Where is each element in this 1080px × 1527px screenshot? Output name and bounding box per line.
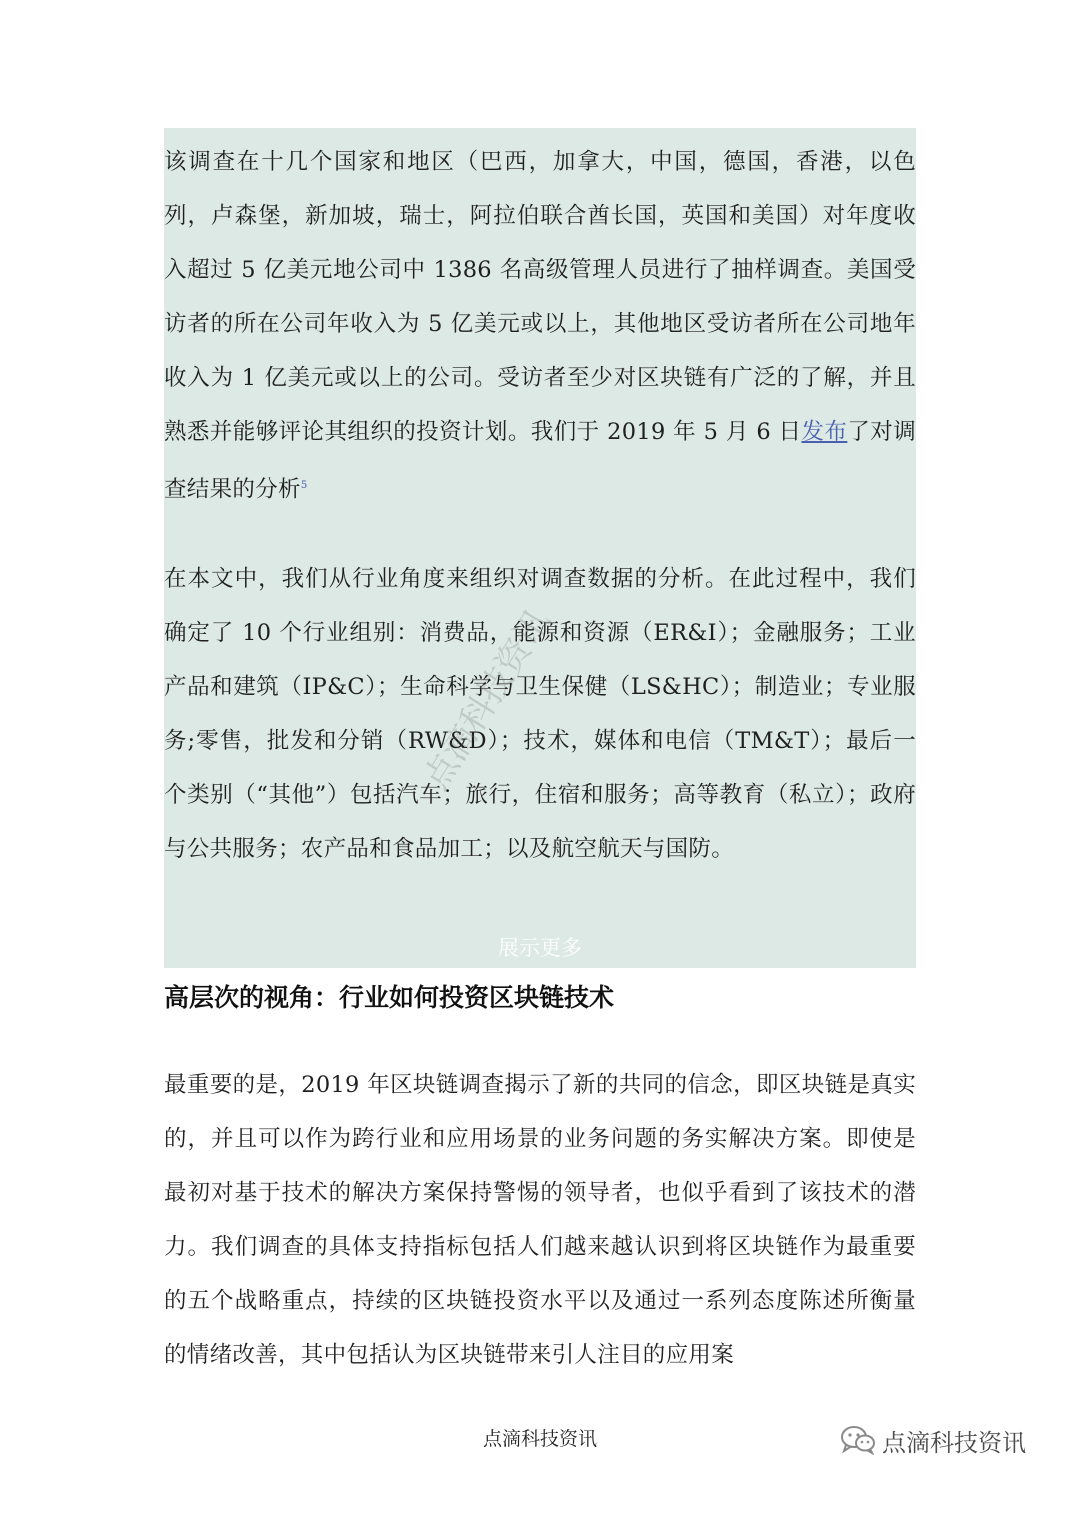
footnote-marker[interactable]: 5 [300,480,308,491]
page-footer: 点滴科技资讯 [482,1428,597,1450]
survey-intro-text-end: 了对调查结果的分析 [164,419,916,503]
publish-link[interactable]: 发布 [801,419,848,445]
survey-intro-text: 该调查在十几个国家和地区（巴西，加拿大，中国，德国，香港，以色列，卢森堡，新加坡，瑞士，阿拉伯联合酋长国，英国和美国）对年度收入超过 5 亿美元地公司中 1386 名高级管理人员进行了抽样调查。美国受访者的所在公司年收入为 5 亿美元或以上，其他地区受访者所在公司地年收入为 1 亿美元或以上的公司。受访者至少对区块链有广泛的了解，并且熟悉并能够评论其组织的投资计划。我们于 2019 年 5 月 6 日 [164,149,916,445]
industry-groups-paragraph: 在本文中，我们从行业角度来组织对调查数据的分析。在此过程中，我们确定了 10 个行业组别：消费品，能源和资源（ER&I）；金融服务；工业产品和建筑（IP&C）；生命科学与卫生保健（LS&HC）；制造业；专业服务;零售，批发和分销（RW&D）；技术，媒体和电信（TM&T）；最后一个类别（“其他”）包括汽车；旅行，住宿和服务；高等教育（私立）；政府与公共服务；农产品和食品加工；以及航空航天与国防。 [164,566,916,862]
brand-name: 点滴科技资讯 [882,1428,1026,1457]
watermark-text: 点滴科技资讯 [416,602,559,797]
wechat-icon [840,1425,876,1455]
wechat-brand-badge [840,1418,1026,1462]
show-more-button[interactable]: 展示更多 [498,936,582,960]
survey-intro-paragraph [164,135,916,517]
high-level-view-paragraph: 最重要的是，2019 年区块链调查揭示了新的共同的信念，即区块链是真实的，并且可以作为跨行业和应用场景的业务问题的务实解决方案。即使是最初对基于技术的解决方案保持警惕的领导者，也似乎看到了该技术的潜力。我们调查的具体支持指标包括人们越来越认识到将区块链作为最重要的五个战略重点，持续的区块链投资水平以及通过一系列态度陈述所衡量的情绪改善，其中包括认为区块链带来引人注目的应用案 [164,1072,916,1368]
section-heading: 高层次的视角：行业如何投资区块链技术 [164,983,615,1012]
